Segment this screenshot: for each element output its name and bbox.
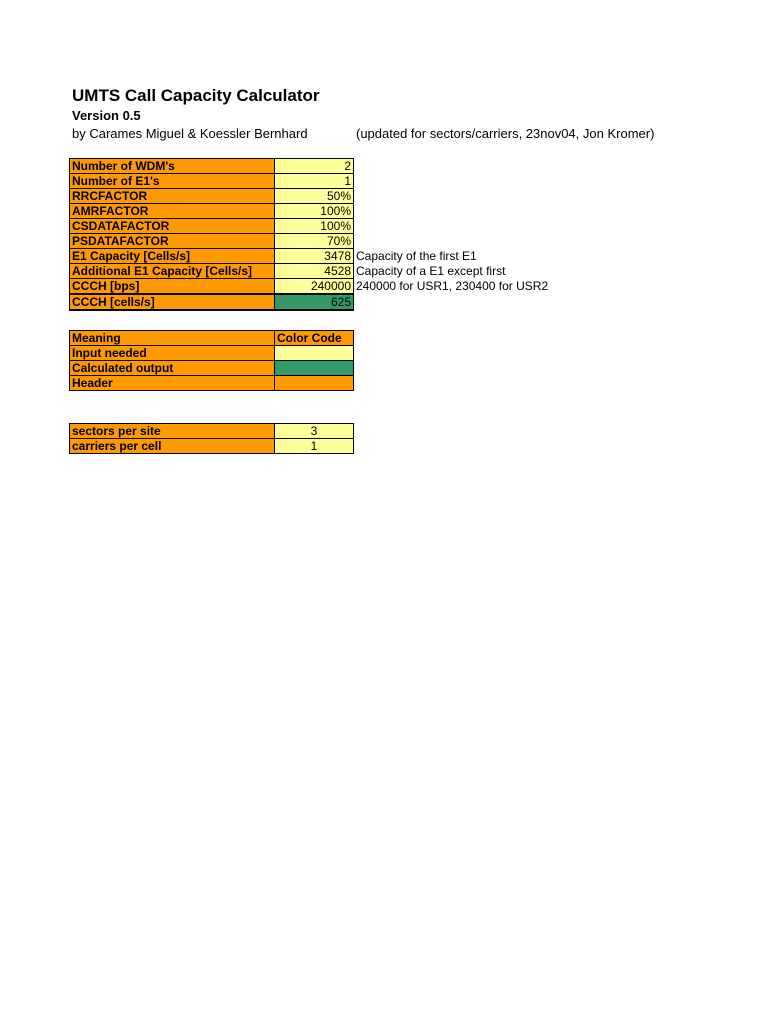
legend-label: Calculated output [70, 361, 275, 376]
param-row-rrcfactor [70, 189, 659, 204]
param-label: E1 Capacity [Cells/s] [70, 249, 275, 264]
param-label: PSDATAFACTOR [70, 234, 275, 249]
parameters-table [69, 158, 659, 311]
param-label: CCCH [bps] [70, 279, 275, 295]
param-note [354, 294, 659, 310]
param-value-input[interactable]: 2 [275, 159, 354, 174]
param-value-input[interactable]: 50% [275, 189, 354, 204]
param-value-input[interactable]: 240000 [275, 279, 354, 295]
param-label: Number of WDM's [70, 159, 275, 174]
param-value-input[interactable]: 100% [275, 204, 354, 219]
param-value-input[interactable]: 70% [275, 234, 354, 249]
param-label: AMRFACTOR [70, 204, 275, 219]
param-note: Capacity of a E1 except first [356, 264, 506, 278]
param-label: Number of E1's [70, 174, 275, 189]
param-note [354, 219, 659, 234]
legend-row-output [70, 361, 354, 376]
param-row-e1s [70, 174, 659, 189]
legend-header-row [70, 331, 354, 346]
sites-row-sectors [70, 424, 354, 439]
legend-swatch-header [275, 376, 354, 391]
param-note [354, 159, 659, 174]
param-row-csdatafactor [70, 219, 659, 234]
param-note [354, 174, 659, 189]
param-value-output: 625 [275, 294, 354, 310]
param-value-input[interactable]: 4528 [275, 264, 354, 279]
sites-label: carriers per cell [70, 439, 275, 454]
legend-swatch-output [275, 361, 354, 376]
sites-label: sectors per site [70, 424, 275, 439]
legend-swatch-input [275, 346, 354, 361]
sectors-input[interactable]: 3 [275, 424, 354, 439]
sites-table [69, 423, 354, 454]
param-row-psdatafactor [70, 234, 659, 249]
sites-row-carriers [70, 439, 354, 454]
legend-label: Header [70, 376, 275, 391]
param-value-input[interactable]: 1 [275, 174, 354, 189]
param-label: Additional E1 Capacity [Cells/s] [70, 264, 275, 279]
param-note [354, 189, 659, 204]
param-row-ccch-cells [70, 294, 659, 310]
param-row-additional-e1-capacity [70, 264, 659, 279]
update-note: (updated for sectors/carriers, 23nov04, Jon Kromer) [356, 126, 655, 141]
param-note [354, 204, 659, 219]
param-row-amrfactor [70, 204, 659, 219]
legend-row-header [70, 376, 354, 391]
legend-label: Input needed [70, 346, 275, 361]
param-label: CSDATAFACTOR [70, 219, 275, 234]
param-note: Capacity of the first E1 [356, 249, 477, 263]
color-legend-table [69, 330, 354, 391]
param-note: 240000 for USR1, 230400 for USR2 [356, 279, 549, 294]
legend-header-meaning: Meaning [70, 331, 275, 346]
param-label: CCCH [cells/s] [70, 294, 275, 310]
param-value-input[interactable]: 3478 [275, 249, 354, 264]
legend-header-color: Color Code [275, 331, 354, 346]
param-value-input[interactable]: 100% [275, 219, 354, 234]
param-label: RRCFACTOR [70, 189, 275, 204]
param-note [354, 234, 659, 249]
param-row-wdms [70, 159, 659, 174]
legend-row-input [70, 346, 354, 361]
param-row-e1-capacity [70, 249, 659, 264]
authors-line: by Carames Miguel & Koessler Bernhard [72, 126, 308, 141]
param-row-ccch-bps [70, 279, 659, 295]
carriers-input[interactable]: 1 [275, 439, 354, 454]
sheet-title: UMTS Call Capacity Calculator [72, 86, 320, 105]
version-label: Version 0.5 [72, 108, 141, 123]
